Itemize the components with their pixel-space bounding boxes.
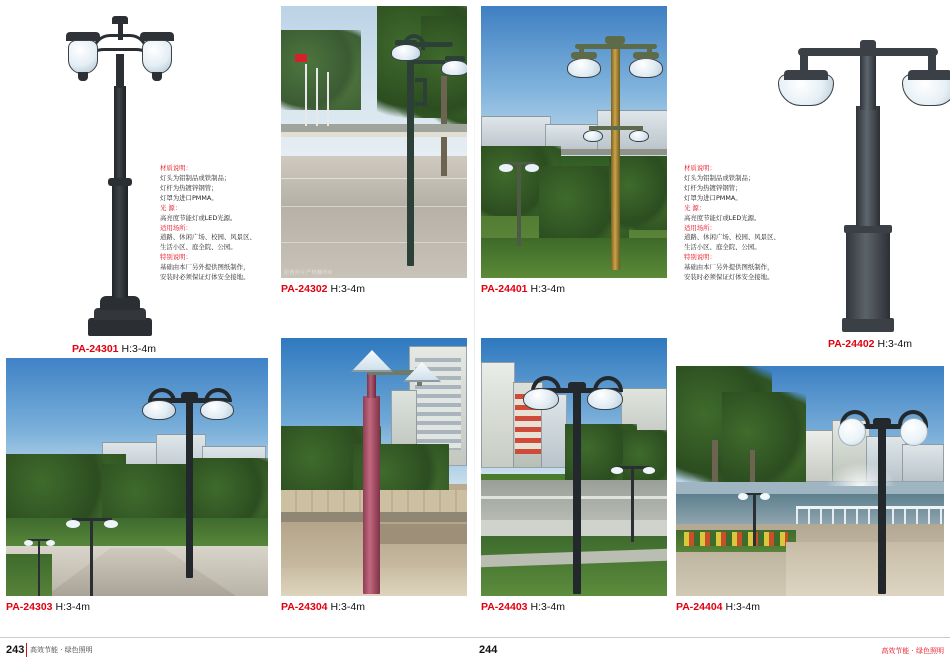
spec-material-line-3: 灯罩为进口PMMA。 [684, 193, 742, 202]
caption-pa24403 [481, 601, 565, 613]
product-code: PA-24402 [828, 338, 875, 350]
spec-block-right [684, 164, 796, 283]
caption-pa24304 [281, 601, 365, 613]
product-size: H:3-4m [877, 338, 912, 350]
page-spine [474, 0, 475, 637]
product-code: PA-24301 [72, 343, 119, 355]
photo-pa24304 [281, 338, 467, 596]
product-size: H:3-4m [330, 283, 365, 295]
spec-use-line-1: 道路、休闲广场、校园、风景区、 [684, 233, 780, 242]
spec-note-title: 特别说明： [160, 253, 192, 262]
product-size: H:3-4m [330, 601, 365, 613]
caption-pa24303 [6, 601, 90, 613]
photo-pa24303 [6, 358, 268, 596]
spec-material-title: 材质说明： [160, 164, 192, 172]
spec-material-title: 材质说明： [684, 164, 716, 172]
caption-pa24404 [676, 601, 760, 613]
product-size: H:3-4m [725, 601, 760, 613]
spec-note-line-2: 安装时必须保证灯体安全接地。 [684, 273, 774, 282]
caption-pa24302 [281, 283, 365, 295]
page-number-left: 243 [6, 644, 25, 656]
product-code: PA-24302 [281, 283, 328, 295]
spec-material-line-2: 灯杆为热镀锌钢管； [160, 183, 218, 192]
product-code: PA-24404 [676, 601, 723, 613]
spec-note-line-1: 基础由本厂另外提供图纸制作， [160, 263, 250, 272]
spec-light-title: 光 源： [160, 203, 182, 212]
photo-pa24404 [676, 366, 944, 596]
product-illustration-pa24402 [770, 8, 950, 332]
product-size: H:3-4m [530, 601, 565, 613]
spec-use-line-2: 生活小区、庭全院、公园。 [684, 243, 761, 252]
caption-pa24301 [72, 343, 156, 355]
photo-pa24302 [281, 6, 467, 278]
product-size: H:3-4m [530, 283, 565, 295]
footer-label-right: 高效节能 · 绿色照明 [881, 647, 944, 655]
product-code: PA-24303 [6, 601, 53, 613]
product-code: PA-24403 [481, 601, 528, 613]
spec-note-line-2: 安装时必须保证灯体安全接地。 [160, 273, 250, 282]
photo-pa24403 [481, 338, 667, 596]
spec-note-title: 特别说明： [684, 253, 716, 262]
photo-pa24401 [481, 6, 667, 278]
product-code: PA-24401 [481, 283, 528, 295]
spec-material-line-1: 灯头为铝制品或铁制品； [160, 173, 231, 182]
spec-use-title: 适用场所： [684, 223, 716, 232]
spec-use-line-1: 道路、休闲广场、校园、风景区、 [160, 233, 256, 242]
spec-material-line-3: 灯罩为进口PMMA。 [160, 193, 218, 202]
caption-pa24401 [481, 283, 565, 295]
spec-material-line-2: 灯杆为热镀锌钢管； [684, 183, 742, 192]
product-size: H:3-4m [121, 343, 156, 355]
spec-block-left [160, 164, 272, 283]
spec-light-line-1: 高亮度节能灯或LED光源。 [160, 213, 237, 222]
footer-label-left: 高效节能 · 绿色照明 [30, 646, 93, 654]
footer-divider-left [26, 643, 27, 657]
spec-use-title: 适用场所： [160, 223, 192, 232]
product-code: PA-24304 [281, 601, 328, 613]
product-size: H:3-4m [55, 601, 90, 613]
photo-watermark: 原创照片严禁翻印© [284, 270, 333, 276]
caption-pa24402 [828, 338, 912, 350]
spec-light-title: 光 源： [684, 203, 706, 212]
spec-light-line-1: 高亮度节能灯或LED光源。 [684, 213, 761, 222]
spec-material-line-1: 灯头为铝制品或铁制品； [684, 173, 755, 182]
page-footer [0, 637, 950, 659]
page-number-right: 244 [479, 644, 498, 656]
spec-note-line-1: 基础由本厂另外提供图纸制作， [684, 263, 774, 272]
spec-use-line-2: 生活小区、庭全院、公园。 [160, 243, 237, 252]
